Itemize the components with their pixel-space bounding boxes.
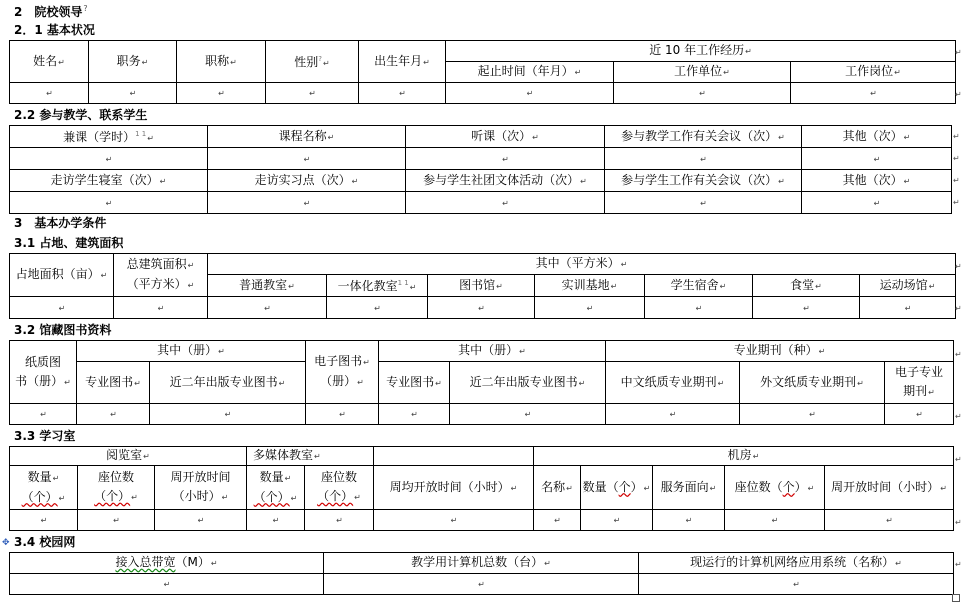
table-cell[interactable]: ↵	[581, 510, 653, 531]
table-cell[interactable]: ↵	[10, 148, 208, 170]
table-cell[interactable]: ↵	[614, 83, 791, 104]
col-foreign-journals: 外文纸质专业期刊↵	[740, 362, 885, 404]
table-cell[interactable]: ↵	[266, 83, 359, 104]
col-intern-visits: 走访实习点（次）↵	[208, 170, 406, 192]
table-cell[interactable]: ↵	[802, 148, 952, 170]
col-club-activities: 参与学生社团文体活动（次）↵	[406, 170, 605, 192]
table-cell[interactable]: ↵	[534, 510, 581, 531]
col-lab-name: 名称↵	[534, 466, 581, 510]
table-cell[interactable]: ↵	[645, 297, 753, 319]
col-lab-hours: 周开放时间（小时）↵	[825, 466, 954, 510]
col-mm-qty: 数量↵ （个）↵	[247, 466, 305, 510]
table-row	[10, 404, 954, 425]
table-cell[interactable]: ↵	[114, 297, 208, 319]
table-cell[interactable]: ↵	[208, 192, 406, 214]
section-3-3-heading: 3.3 学习室	[14, 429, 76, 443]
table-row	[10, 192, 952, 214]
section-3-4-heading: 3.4 校园网	[14, 535, 76, 549]
table-cell[interactable]: ↵	[606, 404, 740, 425]
table-cell[interactable]: ↵	[406, 192, 605, 214]
row-end-mark: ↵	[955, 518, 962, 527]
col-journals: 专业期刊（种）↵	[606, 341, 954, 362]
row-end-mark: ↵	[955, 560, 962, 569]
row-end-mark: ↵	[955, 455, 962, 464]
col-period: 起止时间（年月）↵	[446, 62, 614, 83]
table-cell[interactable]: ↵	[446, 83, 614, 104]
col-other-1: 其他（次）↵	[802, 126, 952, 148]
table-row	[10, 148, 952, 170]
table-cell[interactable]: ↵	[247, 510, 305, 531]
table-cell[interactable]: ↵	[860, 297, 956, 319]
col-classroom: 普通教室↵	[208, 275, 327, 297]
table-cell[interactable]: ↵	[306, 404, 379, 425]
col-name: 姓名↵	[10, 41, 89, 83]
row-end-mark: ↵	[955, 304, 962, 313]
col-title: 职称↵	[177, 41, 266, 83]
col-ebooks: 电子图书↵ （册）↵	[306, 341, 379, 404]
col-multimedia: 多媒体教室↵	[247, 447, 374, 466]
table-row	[10, 297, 956, 319]
section-3-2-heading: 3.2 馆藏图书资料	[14, 323, 112, 337]
col-sports-venue: 运动场馆↵	[860, 275, 956, 297]
row-end-mark: ↵	[955, 262, 962, 271]
col-total-bandwidth: 接入总带宽（M）↵	[10, 553, 324, 574]
col-work-post: 工作岗位↵	[791, 62, 956, 83]
table-cell[interactable]: ↵	[155, 510, 247, 531]
table-cell[interactable]: ↵	[825, 510, 954, 531]
table-cell[interactable]: ↵	[450, 404, 606, 425]
table-cell[interactable]: ↵	[740, 404, 885, 425]
table-cell[interactable]: ↵	[791, 83, 956, 104]
col-reading-seats: 座位数 （个）↵	[78, 466, 155, 510]
col-land-area: 占地面积（亩）↵	[10, 254, 114, 297]
table-cell[interactable]: ↵	[379, 404, 450, 425]
col-cn-journals: 中文纸质专业期刊↵	[606, 362, 740, 404]
table-cell[interactable]: ↵	[10, 83, 89, 104]
col-mm-seats: 座位数 （个）↵	[305, 466, 374, 510]
table-cell[interactable]: ↵	[535, 297, 645, 319]
col-course-name: 课程名称↵	[208, 126, 406, 148]
col-teach-meetings: 参与教学工作有关会议（次）↵	[605, 126, 802, 148]
table-cell[interactable]: ↵	[428, 297, 535, 319]
table-cell[interactable]: ↵	[725, 510, 825, 531]
table-move-handle-icon[interactable]: ✥	[2, 538, 10, 548]
table-cell[interactable]: ↵	[885, 404, 954, 425]
col-recent-books: 近二年出版专业图书↵	[150, 362, 306, 404]
table-cell[interactable]: ↵	[89, 83, 177, 104]
table-row	[10, 83, 956, 104]
teaching-participation-table	[9, 125, 952, 214]
col-reading-room: 阅览室↵	[10, 447, 247, 466]
land-area-table	[9, 253, 956, 319]
col-training-base: 实训基地↵	[535, 275, 645, 297]
table-cell[interactable]: ↵	[10, 574, 324, 595]
table-cell[interactable]: ↵	[208, 148, 406, 170]
col-lab-seats: 座位数（个）↵	[725, 466, 825, 510]
table-cell	[374, 447, 534, 466]
table-cell[interactable]: ↵	[605, 192, 802, 214]
col-other-2: 其他（次）↵	[802, 170, 952, 192]
table-cell[interactable]: ↵	[639, 574, 954, 595]
col-total-built-area: 总建筑面积↵ （平方米）↵	[114, 254, 208, 297]
col-mm-avg-hours: 周均开放时间（小时）↵	[374, 466, 534, 510]
table-cell[interactable]: ↵	[177, 83, 266, 104]
table-cell[interactable]: ↵	[406, 148, 605, 170]
table-cell[interactable]: ↵	[10, 297, 114, 319]
col-among-area: 其中（平方米）↵	[208, 254, 956, 275]
table-cell[interactable]: ↵	[653, 510, 725, 531]
col-gender: 性别?↵	[266, 41, 359, 83]
col-dormitory: 学生宿舍↵	[645, 275, 753, 297]
section-2-heading: 2 院校领导?	[14, 4, 88, 19]
col-student-meetings: 参与学生工作有关会议（次）↵	[605, 170, 802, 192]
row-end-mark: ↵	[953, 198, 960, 207]
basic-info-table	[9, 40, 956, 104]
col-pro-ebooks: 专业图书↵	[379, 362, 450, 404]
table-cell[interactable]: ↵	[327, 297, 428, 319]
table-cell[interactable]: ↵	[208, 297, 327, 319]
row-end-mark: ↵	[955, 412, 962, 421]
col-e-journals: 电子专业 期刊↵	[885, 362, 954, 404]
table-cell[interactable]: ↵	[10, 192, 208, 214]
col-reading-qty: 数量↵ （个）↵	[10, 466, 78, 510]
section-3-heading: 3 基本办学条件	[14, 216, 107, 230]
col-reading-hours: 周开放时间 （小时）↵	[155, 466, 247, 510]
row-end-mark: ↵	[953, 154, 960, 163]
table-cell[interactable]: ↵	[10, 404, 77, 425]
row-end-mark: ↵	[955, 90, 962, 99]
col-teach-hours: 兼课（学时）$^{1 1}$↵	[10, 126, 208, 148]
study-rooms-table	[9, 446, 954, 531]
col-work-history: 近 10 年工作经历↵	[446, 41, 956, 62]
row-end-mark: ↵	[953, 176, 960, 185]
table-cell[interactable]: ↵	[359, 83, 446, 104]
col-integrated-classroom: 一体化教室$^{1 1}$↵	[327, 275, 428, 297]
table-cell[interactable]: ↵	[753, 297, 860, 319]
table-cell[interactable]: ↵	[605, 148, 802, 170]
row-end-mark: ↵	[955, 48, 962, 57]
col-position: 职务↵	[89, 41, 177, 83]
col-among-books: 其中（册）↵	[77, 341, 306, 362]
table-cell[interactable]: ↵	[324, 574, 639, 595]
col-pro-books: 专业图书↵	[77, 362, 150, 404]
col-teaching-computers: 教学用计算机总数（台）↵	[324, 553, 639, 574]
col-dorm-visits: 走访学生寝室（次）↵	[10, 170, 208, 192]
col-library: 图书馆↵	[428, 275, 535, 297]
col-birth: 出生年月↵	[359, 41, 446, 83]
table-cell[interactable]: ↵	[305, 510, 374, 531]
table-row	[10, 574, 954, 595]
table-cell[interactable]: ↵	[150, 404, 306, 425]
campus-network-table	[9, 552, 954, 595]
col-lab-qty: 数量（个）↵	[581, 466, 653, 510]
col-recent-ebooks: 近二年出版专业图书↵	[450, 362, 606, 404]
col-audit: 听课（次）↵	[406, 126, 605, 148]
table-cell[interactable]: ↵	[78, 510, 155, 531]
section-2-1-heading: 2．1 基本状况	[14, 23, 95, 37]
col-computer-lab: 机房↵	[534, 447, 954, 466]
table-cell[interactable]: ↵	[374, 510, 534, 531]
col-among-ebooks: 其中（册）↵	[379, 341, 606, 362]
col-work-unit: 工作单位↵	[614, 62, 791, 83]
col-network-systems: 现运行的计算机网络应用系统（名称）↵	[639, 553, 954, 574]
table-cell[interactable]: ↵	[10, 510, 78, 531]
table-row	[10, 510, 954, 531]
table-cell[interactable]: ↵	[802, 192, 952, 214]
library-resources-table	[9, 340, 954, 425]
table-cell[interactable]: ↵	[77, 404, 150, 425]
section-2-2-heading: 2.2 参与教学、联系学生	[14, 108, 148, 122]
col-lab-service: 服务面向↵	[653, 466, 725, 510]
end-of-document-marker	[952, 594, 960, 602]
section-3-1-heading: 3.1 占地、建筑面积	[14, 236, 124, 250]
col-canteen: 食堂↵	[753, 275, 860, 297]
row-end-mark: ↵	[955, 350, 962, 359]
row-end-mark: ↵	[953, 132, 960, 141]
col-paper-books: 纸质图 书（册）↵	[10, 341, 77, 404]
